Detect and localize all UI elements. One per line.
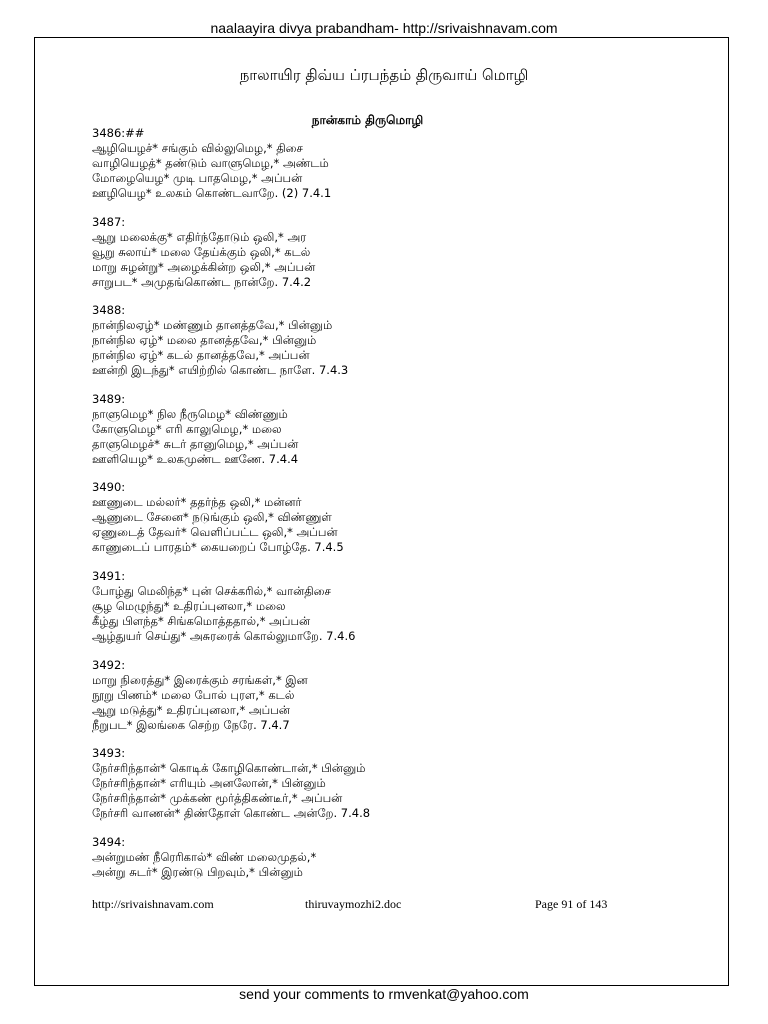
- verse-line: ஆணுடை சேனை* நடுங்கும் ஒலி,* விண்ணுள்: [92, 510, 332, 525]
- verse: [92, 126, 652, 215]
- verse: [92, 215, 652, 304]
- verse-number: 3493:: [92, 746, 126, 761]
- verse-line: கோளுமெழ* எரி காலுமெழ,* மலை: [92, 421, 282, 436]
- verse-line: நூறு பிணம்* மலை போல் புரள,* கடல்: [92, 687, 295, 702]
- verse-line: ஊணுடை மல்லர்* ததர்ந்த ஒலி,* மன்னர்: [92, 495, 302, 510]
- verse-line: மாறு நிரைத்து* இரைக்கும் சரங்கள்,* இன: [92, 672, 308, 687]
- verse-line: ஊளியெழ* உலகமுண்ட ஊணே. 7.4.4: [92, 451, 299, 466]
- section-title: நான்காம் திருமொழி: [311, 113, 424, 127]
- verse: [92, 480, 652, 569]
- page-header: naalaayira divya prabandham- http://srivaishnavam.com: [210, 20, 558, 36]
- verse-line: கீழ்து பிளந்த* சிங்கமொத்ததால்,* அப்பன்: [92, 613, 311, 628]
- verse: [92, 569, 652, 658]
- footer-page-number: Page 91 of 143: [535, 897, 608, 911]
- footer-url: http://srivaishnavam.com: [92, 897, 214, 911]
- verse: [92, 392, 652, 481]
- verse-number: 3491:: [92, 568, 126, 583]
- verse-line: ஊழியெழ* உலகம் கொண்டவாறே. (2) 7.4.1: [92, 186, 332, 200]
- verse-list: [92, 126, 652, 923]
- verse-line: நாளுமெழ* நில நீருமெழ* விண்ணும்: [92, 406, 288, 421]
- verse-line: ஆறு மலைக்கு* எதிர்ந்தோடும் ஒலி,* அர: [92, 229, 307, 244]
- verse-number: 3488:: [92, 303, 126, 318]
- verse-line: சாறுபட* அமுதங்கொண்ட நான்றே. 7.4.2: [92, 274, 312, 289]
- verse-line: தாளுமெழச்* சுடர் தானுமெழ,* அப்பன்: [92, 436, 299, 451]
- verse-line: நான்நிலஏழ்* மண்ணும் தானத்தவே,* பின்னும்: [92, 318, 333, 333]
- verse-line: ஆழியெழச்* சங்கும் வில்லுமெழ,* திசை: [92, 141, 303, 155]
- verse-line: வாழியெழத்* தண்டும் வாளுமெழ,* அண்டம்: [92, 156, 329, 170]
- verse-number: 3489:: [92, 391, 126, 406]
- verse-line: நீறுபட* இலங்கை செற்ற நேரே. 7.4.7: [92, 717, 290, 732]
- verse-line: மோழையெழ* முடி பாதமெழ,* அப்பன்: [92, 171, 303, 185]
- verse-line: நேர்சரிந்தான்* கொடிக் கோழிகொண்டான்,* பின்னும்: [92, 761, 366, 776]
- verse-number: 3486:##: [92, 126, 145, 140]
- verse-line: ஊன்றி இடந்து* எயிற்றில் கொண்ட நாளே. 7.4.3: [92, 363, 349, 378]
- verse: [92, 303, 652, 392]
- verse-line: ஆறு மடுத்து* உதிரப்புனலா,* அப்பன்: [92, 702, 290, 717]
- verse-number: 3490:: [92, 480, 126, 495]
- footer-filename: thiruvaymozhi2.doc: [305, 897, 402, 911]
- document-title: நாலாயிர திவ்ய ப்ரபந்தம் திருவாய் மொழி: [239, 66, 529, 84]
- verse-line: வூறு சுலாய்* மலை தேய்க்கும் ஒலி,* கடல்: [92, 244, 311, 259]
- verse-line: சூழ மெழுந்து* உதிரப்புனலா,* மலை: [92, 598, 286, 613]
- verse-line: அன்று சுடர்* இரண்டு பிறவும்,* பின்னும்: [92, 864, 303, 879]
- verse-line: நான்நில ஏழ்* கடல் தானத்தவே,* அப்பன்: [92, 348, 310, 363]
- verse-number: 3492:: [92, 657, 126, 672]
- verse: [92, 658, 652, 747]
- page-footer: send your comments to rmvenkat@yahoo.com: [239, 986, 529, 1002]
- verse-line: ஏணுடைத் தேவர்* வெளிப்பட்ட ஒலி,* அப்பன்: [92, 525, 338, 540]
- verse: [92, 746, 652, 835]
- verse-line: நேர்சரிந்தான்* முக்கண் மூர்த்திகண்டீர்,* அப்பன்: [92, 791, 343, 806]
- verse-line: நேர்சரிந்தான்* எரியும் அனலோன்,* பின்னும்: [92, 776, 326, 791]
- verse-line: ஆழ்துயர் செய்து* அசுரரைக் கொல்லுமாறே. 7.4.6: [92, 628, 356, 643]
- verse-line: அன்றுமண் நீரெரிகால்* விண் மலைமுதல்,*: [92, 849, 317, 864]
- verse-line: காணுடைப் பாரதம்* கையறைப் போழ்தே. 7.4.5: [92, 540, 344, 555]
- document-footer: [0, 897, 768, 913]
- verse-line: மாறு சுழன்று* அழைக்கின்ற ஒலி,* அப்பன்: [92, 259, 316, 274]
- verse-line: நேர்சரி வாணன்* திண்தோள் கொண்ட அன்றே. 7.4.8: [92, 806, 371, 821]
- verse-line: போழ்து மெலிந்த* புன் செக்கரில்,* வான்திசை: [92, 583, 331, 598]
- verse-number: 3487:: [92, 214, 126, 229]
- verse-number: 3494:: [92, 834, 126, 849]
- verse-line: நான்நில ஏழ்* மலை தானத்தவே,* பின்னும்: [92, 333, 317, 348]
